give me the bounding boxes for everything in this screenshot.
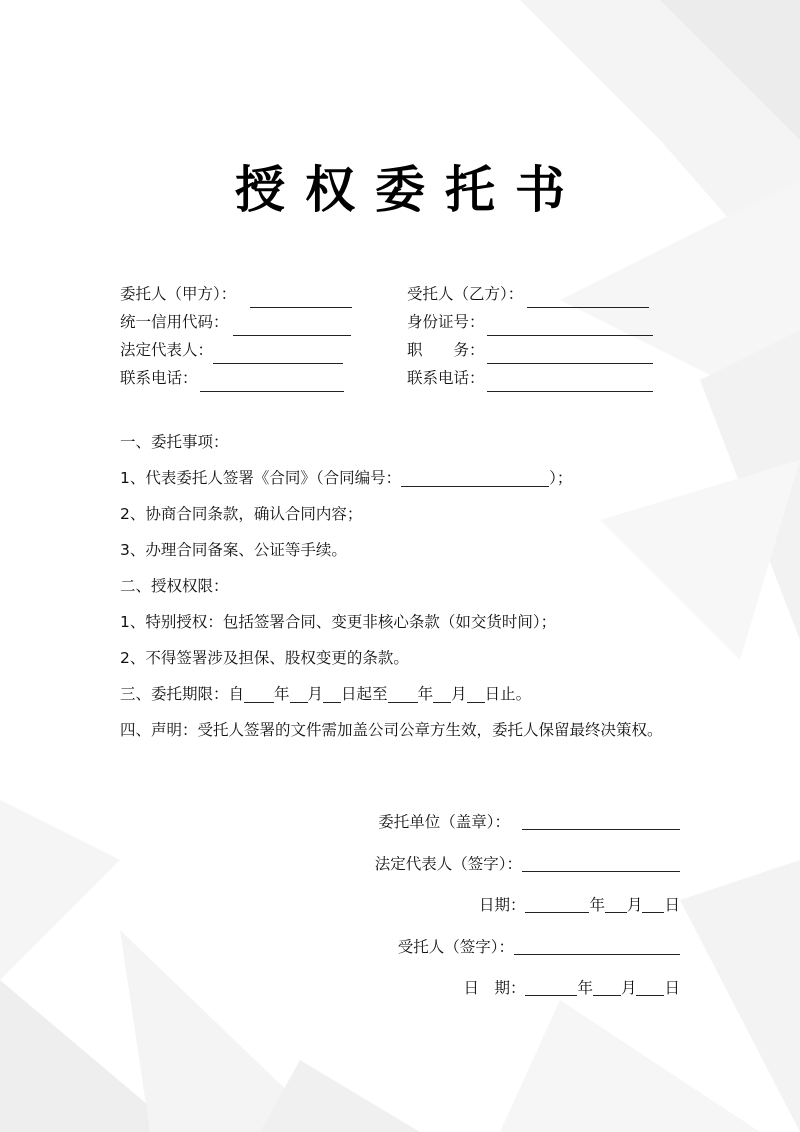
section-3-term: 三、委托期限：自 年 月 日起至 年 月 日止。 <box>120 685 532 703</box>
legal-rep-field[interactable] <box>213 345 343 364</box>
start-month-field[interactable] <box>290 685 308 703</box>
section-1-heading: 一、委托事项： <box>120 433 229 451</box>
date-label: 日期： <box>478 896 526 914</box>
unit-seal-field[interactable] <box>522 815 680 830</box>
contract-number-field[interactable] <box>401 469 549 487</box>
date2-month-field[interactable] <box>593 981 621 996</box>
section-4-statement: 四、声明：受托人签署的文件需加盖公司公章方生效，委托人保留最终决策权。 <box>120 721 663 739</box>
phone-a-field[interactable] <box>200 373 344 392</box>
item-2-2: 2、不得签署涉及担保、股权变更的条款。 <box>120 649 409 667</box>
agent-sign-field[interactable] <box>514 940 680 955</box>
date2-year-field[interactable] <box>525 981 577 996</box>
party-b-block <box>407 280 653 392</box>
item-2-1: 1、特别授权：包括签署合同、变更非核心条款（如交货时间）； <box>120 613 557 631</box>
date2-label: 日 期： <box>463 979 526 997</box>
legal-rep-sign-field[interactable] <box>522 857 680 872</box>
start-day-field[interactable] <box>323 685 341 703</box>
date-day-field[interactable] <box>642 898 664 913</box>
end-year-field[interactable] <box>388 685 418 703</box>
agent-field[interactable] <box>527 289 649 308</box>
item-1-3: 3、办理合同备案、公证等手续。 <box>120 541 347 559</box>
principal-field[interactable] <box>250 289 352 308</box>
terms-section <box>120 424 663 748</box>
agent-sign-label: 受托人（签字）： <box>397 937 514 956</box>
id-number-label: 身份证号： <box>407 313 485 331</box>
document-title: 授权委托书 <box>235 161 585 219</box>
principal-label: 委托人（甲方）： <box>120 285 237 303</box>
end-day-field[interactable] <box>467 685 485 703</box>
legal-rep-sign-label: 法定代表人（签字）： <box>374 854 522 873</box>
phone-b-field[interactable] <box>487 373 653 392</box>
date2-day-field[interactable] <box>636 981 664 996</box>
credit-code-label: 统一信用代码： <box>120 313 229 331</box>
position-label: 职 务： <box>407 341 485 359</box>
party-a-block <box>120 280 352 392</box>
date-year-field[interactable] <box>525 898 589 913</box>
section-2-heading: 二、授权权限： <box>120 577 229 595</box>
agent-label: 受托人（乙方）： <box>407 285 524 303</box>
phone-a-label: 联系电话： <box>120 369 198 387</box>
date-month-field[interactable] <box>605 898 627 913</box>
signature-block: 委托单位（盖章）： 法定代表人（签字）： 日期： 年 月 日 受托人（签字）： 日 期： 年 月 日 <box>375 802 680 1010</box>
phone-b-label: 联系电话： <box>407 369 485 387</box>
credit-code-field[interactable] <box>233 317 351 336</box>
start-year-field[interactable] <box>244 685 274 703</box>
end-month-field[interactable] <box>433 685 451 703</box>
legal-rep-label: 法定代表人： <box>120 341 214 359</box>
item-1-1: 1、代表委托人签署《合同》（合同编号： ）； <box>120 469 573 487</box>
position-field[interactable] <box>487 345 653 364</box>
unit-seal-label: 委托单位（盖章）： <box>378 813 510 831</box>
item-1-2: 2、协商合同条款，确认合同内容； <box>120 505 363 523</box>
id-number-field[interactable] <box>487 317 653 336</box>
